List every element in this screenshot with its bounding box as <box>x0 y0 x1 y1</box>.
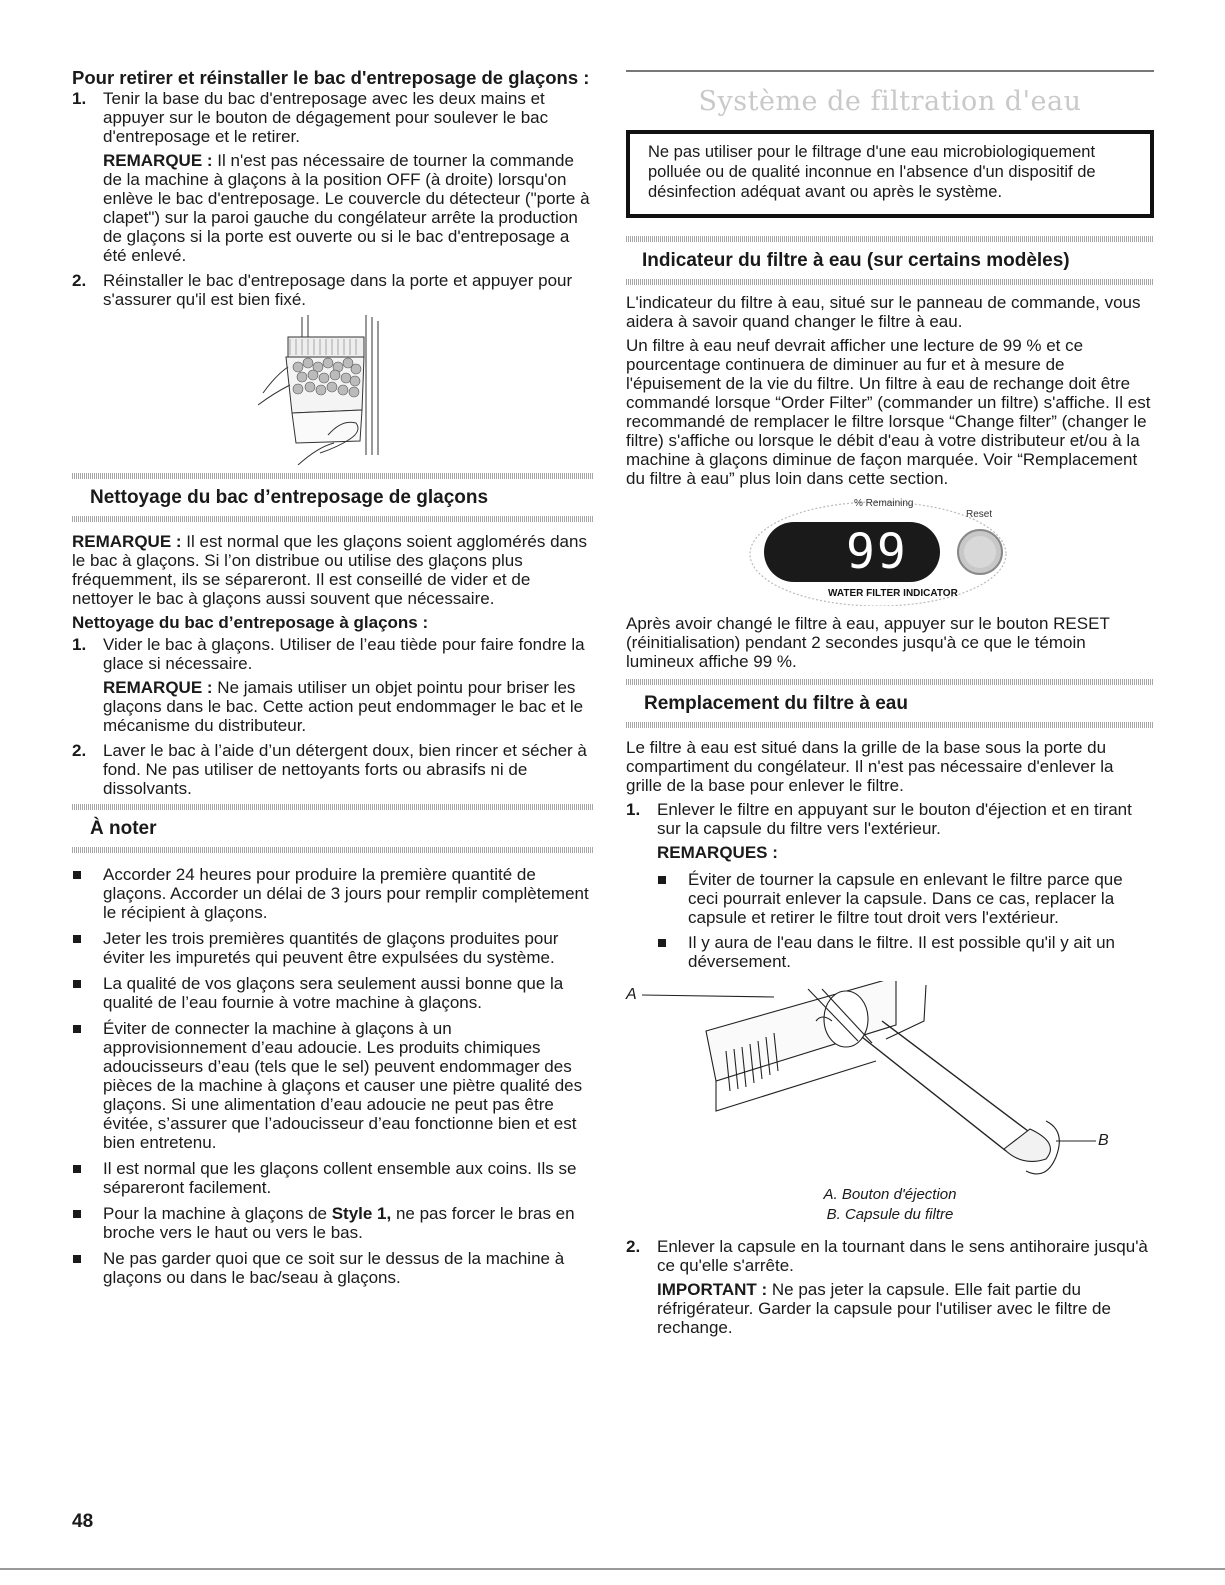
step-text: Laver le bac à l’aide d’un détergent doux, bien rincer et sécher à fond. Ne pas utiliser de nettoyants forts ou abrasifs ni de dissolvants. <box>103 741 587 798</box>
section-divider <box>72 804 594 810</box>
step-number: 1. <box>72 89 87 108</box>
note-text: Ne jamais utiliser un objet pointu pour briser les glaçons dans le bac. Cette action peut endommager le bac et le mécanisme du distributeur. <box>103 678 584 735</box>
page-title: Système de filtration d'eau <box>698 86 1082 117</box>
list-item: Il est normal que les glaçons collent ensemble aux coins. Ils se sépareront facilement. <box>72 1159 594 1197</box>
left-column <box>72 68 594 1294</box>
indicator-paragraph-3: Après avoir changé le filtre à eau, appuyer sur le bouton RESET (réinitialisation) pendant 2 secondes jusqu'à ce que le témoin lumineux affiche 99 %. <box>626 614 1110 671</box>
caption-a: A. Bouton d'éjection <box>823 1186 957 1203</box>
remarks-heading <box>657 843 1154 862</box>
replacement-step-2 <box>626 1237 1154 1337</box>
step-note <box>103 678 594 735</box>
section-divider <box>72 516 594 522</box>
cleaning-note <box>72 532 594 608</box>
step-number: 2. <box>626 1237 641 1256</box>
replacement-step-1 <box>626 800 1154 971</box>
step-text: Tenir la base du bac d'entreposage avec les deux mains et appuyer sur le bouton de dégagement pour soulever le bac d'entreposage et le retirer. <box>103 89 549 146</box>
section-title-cleaning: Nettoyage du bac d’entreposage de glaçons <box>90 487 489 508</box>
step-number: 2. <box>72 271 87 290</box>
step-1 <box>72 89 594 265</box>
figure-caption <box>626 1185 1154 1225</box>
step-note <box>103 151 594 265</box>
step-number: 1. <box>626 800 641 819</box>
ice-bin-illustration <box>258 315 408 465</box>
note-label: REMARQUE : <box>72 532 182 551</box>
note-label: REMARQUE : <box>103 678 213 697</box>
indicator-remaining-label: % Remaining <box>854 498 914 509</box>
list-item: Éviter de tourner la capsule en enlevant le filtre parce que ceci pourrait enlever la capsule. Dans ce cas, replacer la capsule et retirer le filtre tout droit vers l'extérieur. <box>657 870 1154 927</box>
section-divider <box>626 722 1154 728</box>
figure-label-a: A <box>626 986 637 1003</box>
caption-b: B. Capsule du filtre <box>826 1206 954 1223</box>
step-text: Réinstaller le bac d'entreposage dans la porte et appuyer pour s'assurer qu'il est bien fixé. <box>103 271 573 309</box>
filter-removal-diagram <box>626 981 1109 1181</box>
indicator-paragraph-2: Un filtre à eau neuf devrait afficher une lecture de 99 % et ce pourcentage continuera de diminuer au fur et à mesure de l'épuisement de la vie du filtre. Un filtre à eau de rechange doit être commandé lorsque “Order Filter” (commander un filtre) s'affiche. Il est recommandé de remplacer le filtre lorsque “Change filter” (changer le filtre) s'affiche ou lorsque le débit d'eau à votre distributeur et/ou à la machine à glaçons diminue de façon marquée. Voir “Remplacement du filtre à eau” plus loin dans cette section. <box>626 336 1151 488</box>
section-divider <box>72 473 594 479</box>
remarks-label: REMARQUES : <box>657 843 778 862</box>
list-item: Accorder 24 heures pour produire la première quantité de glaçons. Accorder un délai de 3 jours pour remplir complètement le récipient à glaçons. <box>72 865 594 922</box>
reset-label: Reset <box>966 509 993 520</box>
list-item: Éviter de connecter la machine à glaçons à un approvisionnement d’eau adoucie. Les produits chimiques adoucisseurs d’eau (tels que le sel) peuvent endommager des pièces de la machine à glaçons et causer une piètre qualité des glaçons. Si une alimentation d’eau adoucie ne peut pas être évitée, s’assurer que l’adoucisseur d’eau fonctionne bien et est bien entretenu. <box>72 1019 594 1152</box>
important-text: Ne pas jeter la capsule. Elle fait partie du réfrigérateur. Garder la capsule pour l'utiliser avec le filtre de rechange. <box>657 1280 1111 1337</box>
indicator-value: 99 <box>846 524 908 580</box>
step-text: Enlever le filtre en appuyant sur le bouton d'éjection et en tirant sur la capsule du filtre vers l'extérieur. <box>657 800 1132 838</box>
important-label: IMPORTANT : <box>657 1280 768 1299</box>
list-item: Ne pas garder quoi que ce soit sur le dessus de la machine à glaçons ou dans le bac/seau à glaçons. <box>72 1249 594 1287</box>
step-number: 2. <box>72 741 87 760</box>
indicator-paragraph-1: L'indicateur du filtre à eau, situé sur le panneau de commande, vous aidera à savoir quand changer le filtre à eau. <box>626 293 1141 331</box>
section-title-replacement: Remplacement du filtre à eau <box>644 693 908 714</box>
cleaning-step-2 <box>72 741 594 798</box>
important-note <box>657 1280 1154 1337</box>
step-number: 1. <box>72 635 87 654</box>
section-divider <box>626 679 1154 685</box>
water-filter-indicator <box>734 494 1034 606</box>
cleaning-subheading: Nettoyage du bac d’entreposage à glaçons : <box>72 613 429 632</box>
list-item-bold: Style 1, <box>331 1204 392 1223</box>
section-title-indicator: Indicateur du filtre à eau (sur certains modèles) <box>642 250 1070 271</box>
warning-box: Ne pas utiliser pour le filtrage d'une eau microbiologiquement polluée ou de qualité inconnue en l'absence d'un dispositif de désinfection adéquat avant ou après le système. <box>626 130 1154 218</box>
reset-button[interactable] <box>958 530 1002 574</box>
cleaning-step-1 <box>72 635 594 735</box>
section-title-notes: À noter <box>90 818 157 839</box>
top-rule <box>626 70 1154 72</box>
page-number: 48 <box>72 1511 94 1532</box>
step-text: Enlever la capsule en la tournant dans le sens antihoraire jusqu'à ce qu'elle s'arrête. <box>657 1237 1148 1275</box>
list-item-text: ne pas forcer le bras en broche vers le haut ou vers le bas. <box>103 1204 575 1242</box>
heading-remove-reinstall: Pour retirer et réinstaller le bac d'entreposage de glaçons : <box>72 67 590 88</box>
note-text: Il n'est pas nécessaire de tourner la commande de la machine à glaçons à la position OFF (à droite) lorsqu'on enlève le bac d'entreposage. Le couvercle du détecteur ("porte à clapet") sur la paroi gauche du congélateur arrête la production de glaçons si la porte est ouverte ou si le bac d'entreposage a été enlevé. <box>103 151 590 265</box>
right-column <box>626 70 1154 1343</box>
section-divider <box>626 279 1154 285</box>
list-item: Jeter les trois premières quantités de glaçons produites pour éviter les impuretés qui peuvent être expulsées du système. <box>72 929 594 967</box>
figure-label-b: B <box>1098 1132 1109 1149</box>
step-text: Vider le bac à glaçons. Utiliser de l’eau tiède pour faire fondre la glace si nécessaire. <box>103 635 585 673</box>
list-item: La qualité de vos glaçons sera seulement aussi bonne que la qualité de l’eau fournie à votre machine à glaçons. <box>72 974 594 1012</box>
indicator-caption: WATER FILTER INDICATOR <box>828 588 958 599</box>
section-divider <box>626 236 1154 242</box>
list-item <box>72 1204 594 1242</box>
replacement-paragraph: Le filtre à eau est situé dans la grille de la base sous la porte du compartiment du congélateur. Il n'est pas nécessaire d'enlever la grille de la base pour enlever le filtre. <box>626 738 1114 795</box>
note-text: Il est normal que les glaçons soient agglomérés dans le bac à glaçons. Si l’on distribue ou utilise des glaçons plus fréquemment, ils se sépareront. Il est conseillé de vider et de nettoyer le bac à glaçons aussi souvent que nécessaire. <box>72 532 587 608</box>
bottom-rule <box>0 1568 1225 1570</box>
note-label: REMARQUE : <box>103 151 213 170</box>
list-item: Il y aura de l'eau dans le filtre. Il est possible qu'il y ait un déversement. <box>657 933 1154 971</box>
section-divider <box>72 847 594 853</box>
list-item-text: Pour la machine à glaçons de <box>103 1204 332 1223</box>
step-2 <box>72 271 594 309</box>
